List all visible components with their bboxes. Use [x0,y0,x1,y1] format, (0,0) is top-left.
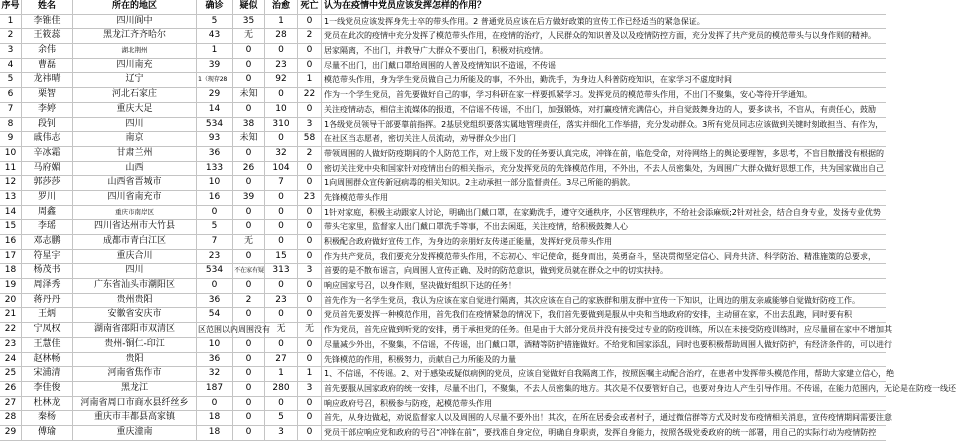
table-row [0,147,886,162]
cell-cured[interactable]: 0 [265,44,298,59]
cell-name[interactable]: 周鑫 [22,206,73,221]
cell-suspected[interactable]: 0 [233,367,265,382]
cell-index[interactable]: 21 [0,308,22,323]
cell-answer[interactable]: 党员首先要发挥一种模范作用，首先我们在疫情紧急的情况下，我们首先要做到是服从中央和当地政府的安排，主动留在家，不出去乱跑，同时要有积 [322,308,886,323]
cell-index[interactable]: 6 [0,88,22,103]
cell-answer[interactable]: 在社区当志愿者，密切关注人员流动，劝导群众少出门 [322,132,886,147]
cell-deaths[interactable]: 3 [298,118,322,133]
table-row [0,162,886,177]
cell-cured[interactable]: 0 [265,235,298,250]
cell-index[interactable]: 17 [0,250,22,265]
cell-cured[interactable]: 7 [265,176,298,191]
cell-cured[interactable]: 0 [265,191,298,206]
cell-deaths[interactable]: 2 [298,29,322,44]
cell-index[interactable]: 27 [0,397,22,412]
table-row [0,250,886,265]
header-answer[interactable]: 认为在疫情中党员应该发挥怎样的作用？ [322,0,886,15]
cell-cured[interactable]: 无 [265,323,298,338]
cell-index[interactable]: 25 [0,367,22,382]
cell-index[interactable]: 8 [0,118,22,133]
cell-name[interactable]: 王筱蕊 [22,29,73,44]
cell-confirmed[interactable]: 18 [197,411,233,426]
cell-suspected[interactable]: 38 [233,118,265,133]
cell-region[interactable]: 四川南充 [73,59,197,74]
cell-region[interactable]: 重庆潼南 [73,426,197,441]
table-row [0,44,886,59]
cell-region[interactable]: 辽宁 [73,73,197,88]
cell-index[interactable]: 10 [0,147,22,162]
table-row [0,397,886,412]
cell-name[interactable]: 马府媚 [22,162,73,177]
cell-region[interactable]: 重庆市丰都县高家镇 [73,411,197,426]
cell-answer[interactable]: 1针对家庭，积极主动跟家人讨论，明确出门戴口罩，在家勤洗手，遵守交通秩序，小区管理秩序，不给社会添麻烦;2针对社会，结合自身专业，发扬专业优势 [322,206,886,221]
cell-name[interactable]: 杨茂书 [22,264,73,279]
table-row [0,323,892,338]
cell-index[interactable]: 13 [0,191,22,206]
cell-confirmed[interactable]: 区范围以内周围没有 [197,323,233,338]
cell-deaths[interactable]: 0 [298,308,322,323]
cell-confirmed[interactable]: 93 [197,132,233,147]
cell-deaths[interactable]: 0 [298,235,322,250]
cell-suspected[interactable]: 39 [233,191,265,206]
cell-cured[interactable]: 0 [265,206,298,221]
cell-answer[interactable]: 尽量不出门，出门戴口罩给周围的人普及疫情知识不造谣，不传谣 [322,59,886,74]
cell-index[interactable]: 7 [0,103,22,118]
cell-cured[interactable]: 0 [265,132,298,147]
cell-answer[interactable]: 先锋模范的作用，积极努力，贡献自己力所能及的力量 [322,353,886,368]
cell-answer[interactable]: 尽量减少外出，不聚集，不信谣，不传谣，出门戴口罩，酒精等防护措施做好。不给党和国家添乱，同时也要积极帮助周围人做好防护，有经济条件的，可以进行 [322,338,886,353]
cell-cured[interactable]: 313 [265,264,298,279]
cell-name[interactable]: 蒋丹丹 [22,294,73,309]
cell-answer[interactable]: 首先，从身边做起，劝说监督家人以及周围的人尽量不要外出！其次，在所在居委会或者村子，通过微信群等方式及时发布疫情相关消息，宣传疫情期间需要注意 [322,411,886,426]
table-row [0,367,895,382]
cell-deaths[interactable]: 0 [298,59,322,74]
cell-confirmed[interactable]: 133 [197,162,233,177]
cell-deaths[interactable]: 0 [298,162,322,177]
cell-confirmed[interactable]: 39 [197,59,233,74]
cell-deaths[interactable]: 58 [298,132,322,147]
cell-name[interactable]: 李瑶 [22,220,73,235]
cell-suspected[interactable]: 未知 [233,88,265,103]
table-row [0,191,886,206]
cell-answer[interactable]: 作为党员，首先应做到听党的安排，勇于承担党的任务。但是由于大部分党员并没有接受过专业的防疫训练，所以在未接受防疫训练时，应尽量留在家中不增加其 [322,323,886,338]
cell-region[interactable]: 安徽省安庆市 [73,308,197,323]
cell-region[interactable]: 贵州-铜仁-印江 [73,338,197,353]
cell-deaths[interactable]: 0 [298,294,322,309]
cell-suspected[interactable]: 0 [233,59,265,74]
cell-index[interactable]: 4 [0,59,22,74]
cell-index[interactable]: 20 [0,294,22,309]
cell-name[interactable]: 余伟 [22,44,73,59]
cell-cured[interactable]: 0 [265,308,298,323]
cell-cured[interactable]: 104 [265,162,298,177]
cell-name[interactable]: 郭莎莎 [22,176,73,191]
cell-cured[interactable]: 0 [265,88,298,103]
cell-index[interactable]: 19 [0,279,22,294]
cell-region[interactable]: 河南省周口市商水县纤丝乡 [73,397,197,412]
cell-suspected[interactable]: 0 [233,206,265,221]
cell-deaths[interactable]: 0 [298,220,322,235]
cell-name[interactable]: 李婷 [22,103,73,118]
cell-answer[interactable]: 首要的是不散布谣言，向周围人宣传正确、及时的防范意识，做到党员就在群众之中的切实扶持。 [322,264,886,279]
header-cured[interactable]: 治愈 [265,0,298,15]
cell-name[interactable]: 邓志鹏 [22,235,73,250]
cell-cured[interactable]: 0 [265,220,298,235]
cell-region[interactable]: 成都市青白江区 [73,235,197,250]
table-row [0,220,886,235]
cell-region[interactable]: 重庆大足 [73,103,197,118]
cell-answer[interactable]: 响应政府号召，积极参与防疫，起模范带头作用 [322,397,886,412]
cell-name[interactable]: 周泽秀 [22,279,73,294]
cell-region[interactable]: 四川阆中 [73,15,197,30]
cell-answer[interactable]: 关注疫情动态，相信主流媒体的报道，不信谣不传谣，不出门，加强锻炼，对打赢疫情充满信心，并自觉鼓舞身边的人，要多读书，不盲从，有责任心，鼓励 [322,103,886,118]
cell-deaths[interactable]: 0 [298,426,322,441]
cell-cured[interactable]: 32 [265,147,298,162]
cell-suspected[interactable]: 0 [233,44,265,59]
cell-answer[interactable]: 模范带头作用，身为学生党员做自己力所能及的事，不外出，勤洗手，为身边人科普防疫知识，在家学习不虚度时间 [322,73,886,88]
cell-answer[interactable]: 首先要服从国家政府的统一安排，尽量不出门，不聚集，不去人员密集的地方。其次是不仅要管好自己，也要对身边人产生引导作用。不传谣，在能力范围内，无论是在防疫一线还 [322,382,886,397]
cell-region[interactable]: 山西 [73,162,197,177]
cell-deaths[interactable]: 0 [298,250,322,265]
cell-confirmed[interactable]: 0 [197,206,233,221]
table-row [0,132,886,147]
cell-cured[interactable]: 0 [265,397,298,412]
cell-deaths[interactable]: 0 [298,397,322,412]
cell-index[interactable]: 29 [0,426,22,441]
cell-confirmed[interactable]: 1 [197,44,233,59]
cell-confirmed[interactable]: 14 [197,103,233,118]
cell-answer[interactable]: 积极配合政府做好宣传工作，为身边的亲朋好友传递正能量，发挥好党员带头作用 [322,235,886,250]
cell-index[interactable]: 12 [0,176,22,191]
cell-confirmed[interactable]: 10 [197,176,233,191]
cell-confirmed[interactable]: 23 [197,250,233,265]
cell-confirmed[interactable]: 5 [197,15,233,30]
cell-answer[interactable]: 作为一个学生党员，首先要做好自己的事，学习科研在家一样要抓紧学习。发挥党员的模范带头作用，不出门不聚集，安心等待开学通知。 [322,88,886,103]
table-row [0,294,886,309]
cell-suspected[interactable]: 35 [233,15,265,30]
cell-deaths[interactable]: 0 [298,206,322,221]
cell-name[interactable]: 段钊 [22,118,73,133]
cell-answer[interactable]: 首先作为一名学生党员，我认为应该在家自觉进行隔离，其次应该在自己的家族群和朋友群中宣传一下知识，让周边的朋友亲戚能够自觉做好防疫工作。 [322,294,886,309]
cell-deaths[interactable]: 1 [298,73,322,88]
cell-region[interactable]: 贵州贵阳 [73,294,197,309]
cell-answer[interactable]: 带头宅家里，监督家人出门戴口罩洗手等事，不出去闲逛，关注疫情，给积极鼓舞人心 [322,220,886,235]
cell-region[interactable]: 四川省南充市 [73,191,197,206]
table-row [0,382,956,397]
cell-index[interactable]: 26 [0,382,22,397]
cell-index[interactable]: 14 [0,206,22,221]
cell-region[interactable]: 河南省焦作市 [73,367,197,382]
cell-index[interactable]: 28 [0,411,22,426]
cell-region[interactable]: 湖北荆州 [73,44,197,59]
cell-region[interactable]: 重庆合川 [73,250,197,265]
cell-index[interactable]: 23 [0,338,22,353]
cell-name[interactable]: 杜林龙 [22,397,73,412]
table-row [0,15,886,30]
cell-region[interactable]: 山西省晋城市 [73,176,197,191]
cell-suspected[interactable]: 0 [233,338,265,353]
cell-region[interactable]: 贵阳 [73,353,197,368]
cell-cured[interactable]: 310 [265,118,298,133]
cell-region[interactable]: 四川 [73,118,197,133]
cell-name[interactable]: 宁凤权 [22,323,73,338]
cell-suspected[interactable]: 0 [233,250,265,265]
table-row [0,411,892,426]
table-row [0,29,886,44]
cell-cured[interactable]: 280 [265,382,298,397]
cell-suspected[interactable]: 无 [233,29,265,44]
cell-confirmed[interactable]: 0 [197,397,233,412]
cell-deaths[interactable]: 22 [298,88,322,103]
cell-suspected[interactable]: 0 [233,382,265,397]
cell-answer[interactable]: 党员在此次的疫情中充分发挥了模范带头作用，在疫情的治疗，人民群众的知识普及以及疫情防控方面，充分发挥了共产党员的模范带头与以身作则的精神。 [322,29,886,44]
cell-confirmed[interactable]: 54 [197,308,233,323]
cell-index[interactable]: 22 [0,323,22,338]
cell-confirmed[interactable]: 36 [197,353,233,368]
cell-confirmed[interactable]: 534 [197,118,233,133]
cell-suspected[interactable]: 0 [233,279,265,294]
cell-deaths[interactable]: 3 [298,264,322,279]
table-row [0,118,886,133]
cell-confirmed[interactable]: 10 [197,338,233,353]
cell-cured[interactable]: 10 [265,103,298,118]
cell-answer[interactable]: 带领周围的人做好防疫期间的个人防范工作，对上级下发的任务要认真完成，冲锋在前，临危受命，对待网络上的舆论要理智，多思考，不盲目散播没有根据的 [322,147,886,162]
table-body [0,15,956,441]
cell-answer[interactable]: 1向周围群众宣传新冠病毒的相关知识。2主动承担一部分监督责任。3尽己所能的捐款。 [322,176,886,191]
cell-region[interactable]: 重庆市南岸区 [73,206,197,221]
cell-region[interactable]: 甘肃兰州 [73,147,197,162]
cell-index[interactable]: 1 [0,15,22,30]
cell-region[interactable]: 河北石家庄 [73,88,197,103]
cell-name[interactable]: 宋浦清 [22,367,73,382]
cell-confirmed[interactable]: 36 [197,294,233,309]
cell-confirmed[interactable]: 18 [197,426,233,441]
cell-region[interactable]: 湖南省邵阳市双清区 [73,323,197,338]
cell-deaths[interactable]: 0 [298,411,322,426]
cell-index[interactable]: 11 [0,162,22,177]
cell-cured[interactable]: 92 [265,73,298,88]
cell-index[interactable]: 3 [0,44,22,59]
cell-region[interactable]: 广东省汕头市潮阳区 [73,279,197,294]
cell-name[interactable]: 李佳俊 [22,382,73,397]
header-row [0,0,886,15]
cell-index[interactable]: 9 [0,132,22,147]
cell-name[interactable]: 符星宇 [22,250,73,265]
header-deaths[interactable]: 死亡 [298,0,322,15]
cell-suspected[interactable]: 0 [233,426,265,441]
cell-answer[interactable]: 居家隔离，不出门，并教导广大群众不要出门，积极对抗疫情。 [322,44,886,59]
cell-cured[interactable]: 0 [265,279,298,294]
cell-cured[interactable]: 1 [265,367,298,382]
cell-name[interactable]: 辛冰霜 [22,147,73,162]
cell-confirmed[interactable]: 1（现存28 [197,73,233,88]
cell-suspected[interactable]: 无 [233,235,265,250]
header-index[interactable]: 序号 [0,0,22,15]
cell-deaths[interactable]: 无 [298,323,322,338]
cell-confirmed[interactable]: 29 [197,88,233,103]
table-row [0,103,886,118]
table-row [0,279,886,294]
cell-suspected[interactable]: 0 [233,411,265,426]
header-confirmed[interactable]: 确诊 [197,0,233,15]
cell-answer[interactable]: 党员干部应响应党和政府的号召“冲锋在前”，要找准自身定位，明确自身职责，发挥自身能力，按照各级党委政府的统一部署，用自己的实际行动为疫情防控 [322,426,886,441]
cell-confirmed[interactable]: 0 [197,279,233,294]
cell-index[interactable]: 15 [0,220,22,235]
cell-confirmed[interactable]: 534 [197,264,233,279]
cell-index[interactable]: 5 [0,73,22,88]
cell-name[interactable]: 戚伟志 [22,132,73,147]
cell-suspected[interactable]: 0 [233,220,265,235]
cell-deaths[interactable]: 0 [298,338,322,353]
cell-name[interactable]: 秦杨 [22,411,73,426]
cell-index[interactable]: 16 [0,235,22,250]
header-suspected[interactable]: 疑似 [233,0,265,15]
cell-answer[interactable]: 1各级党员领导干部要靠前指挥。2基层党组织要落实属地管理责任，落实并细化工作举措，充分发动群众。3所有党员同志应该做到关键时刻敢担当、有作为， [322,118,886,133]
table-row [0,88,886,103]
cell-deaths[interactable]: 2 [298,147,322,162]
cell-cured[interactable]: 1 [265,15,298,30]
cell-suspected[interactable]: 0 [233,308,265,323]
cell-cured[interactable]: 23 [265,294,298,309]
table-row [0,426,886,441]
cell-name[interactable]: 王慧佳 [22,338,73,353]
cell-name[interactable]: 曹磊 [22,59,73,74]
table-row [0,73,886,88]
cell-deaths[interactable]: 0 [298,103,322,118]
cell-confirmed[interactable]: 16 [197,191,233,206]
cell-confirmed[interactable]: 32 [197,367,233,382]
cell-answer[interactable]: 响应国家号召，以身作则，坚决做好组织下达的任务！ [322,279,886,294]
cell-suspected[interactable]: 2 [233,294,265,309]
table-row [0,176,886,191]
cell-name[interactable]: 罗川 [22,191,73,206]
cell-cured[interactable]: 28 [265,29,298,44]
cell-suspected[interactable]: 不在家有疑 [233,264,265,279]
cell-index[interactable]: 2 [0,29,22,44]
cell-answer[interactable]: 先锋模范带头作用 [322,191,886,206]
cell-region[interactable]: 四川 [73,264,197,279]
cell-region[interactable]: 黑龙江 [73,382,197,397]
cell-deaths[interactable]: 0 [298,15,322,30]
cell-suspected[interactable]: 未知 [233,132,265,147]
cell-suspected[interactable]: 0 [233,73,265,88]
cell-cured[interactable]: 27 [265,353,298,368]
cell-suspected[interactable]: 0 [233,353,265,368]
cell-confirmed[interactable]: 187 [197,382,233,397]
cell-suspected[interactable]: 0 [233,397,265,412]
cell-deaths[interactable]: 0 [298,176,322,191]
table-row [0,59,886,74]
cell-name[interactable]: 龙祎晴 [22,73,73,88]
cell-deaths[interactable]: 23 [298,191,322,206]
cell-name[interactable]: 傅瑜 [22,426,73,441]
cell-answer[interactable]: 1一线党员应该发挥身先士卒的带头作用。2 普通党员应该在后方做好政策的宣传工作已经适当的紧急保证。 [322,15,886,30]
cell-suspected[interactable]: 0 [233,103,265,118]
cell-cured[interactable]: 3 [265,426,298,441]
table-row [0,264,886,279]
cell-suspected[interactable]: 0 [233,147,265,162]
table-row [0,206,886,221]
cell-deaths[interactable]: 0 [298,44,322,59]
cell-confirmed[interactable]: 5 [197,220,233,235]
cell-deaths[interactable]: 0 [298,279,322,294]
cell-confirmed[interactable]: 43 [197,29,233,44]
cell-index[interactable]: 24 [0,353,22,368]
cell-name[interactable]: 王炳 [22,308,73,323]
cell-cured[interactable]: 15 [265,250,298,265]
cell-cured[interactable]: 23 [265,59,298,74]
cell-confirmed[interactable]: 36 [197,147,233,162]
header-name[interactable]: 姓名 [22,0,73,15]
header-region[interactable]: 所在的地区 [73,0,197,15]
cell-answer[interactable]: 密切关注党中央和国家针对疫情出台的相关指示，充分发挥党员的先锋模范作用，不外出，不去人员密集处，为周围广大群众做好思想工作，共为国家做出自己 [322,162,886,177]
cell-region[interactable]: 黑龙江齐齐哈尔 [73,29,197,44]
cell-index[interactable]: 18 [0,264,22,279]
cell-name[interactable]: 赵林畅 [22,353,73,368]
table-row [0,353,886,368]
cell-region[interactable]: 四川省达州市大竹县 [73,220,197,235]
cell-deaths[interactable]: 1 [298,367,322,382]
cell-suspected[interactable]: 0 [233,176,265,191]
cell-name[interactable]: 李锥佳 [22,15,73,30]
table-row [0,308,886,323]
cell-answer[interactable]: 1、不信谣，不传谣。2、对于感染或疑似病例的党员，应该自觉做好自我隔离工作，按照医嘱主动配合治疗，在患者中发挥带头模范作用，帮助大家建立信心，绝 [322,367,886,382]
cell-deaths[interactable]: 3 [298,382,322,397]
table-row [0,235,886,250]
cell-deaths[interactable]: 0 [298,353,322,368]
cell-cured[interactable]: 5 [265,411,298,426]
cell-name[interactable]: 栗智 [22,88,73,103]
table-row [0,338,892,353]
cell-answer[interactable]: 作为共产党员，我们要充分发挥模范带头作用，不忘初心、牢记使命，挺身而出，英勇奋斗，坚决贯彻坚定信心、同舟共济、科学防治、精准施策的总要求， [322,250,886,265]
cell-cured[interactable]: 0 [265,338,298,353]
cell-confirmed[interactable]: 7 [197,235,233,250]
cell-suspected[interactable]: 26 [233,162,265,177]
cell-region[interactable]: 南京 [73,132,197,147]
